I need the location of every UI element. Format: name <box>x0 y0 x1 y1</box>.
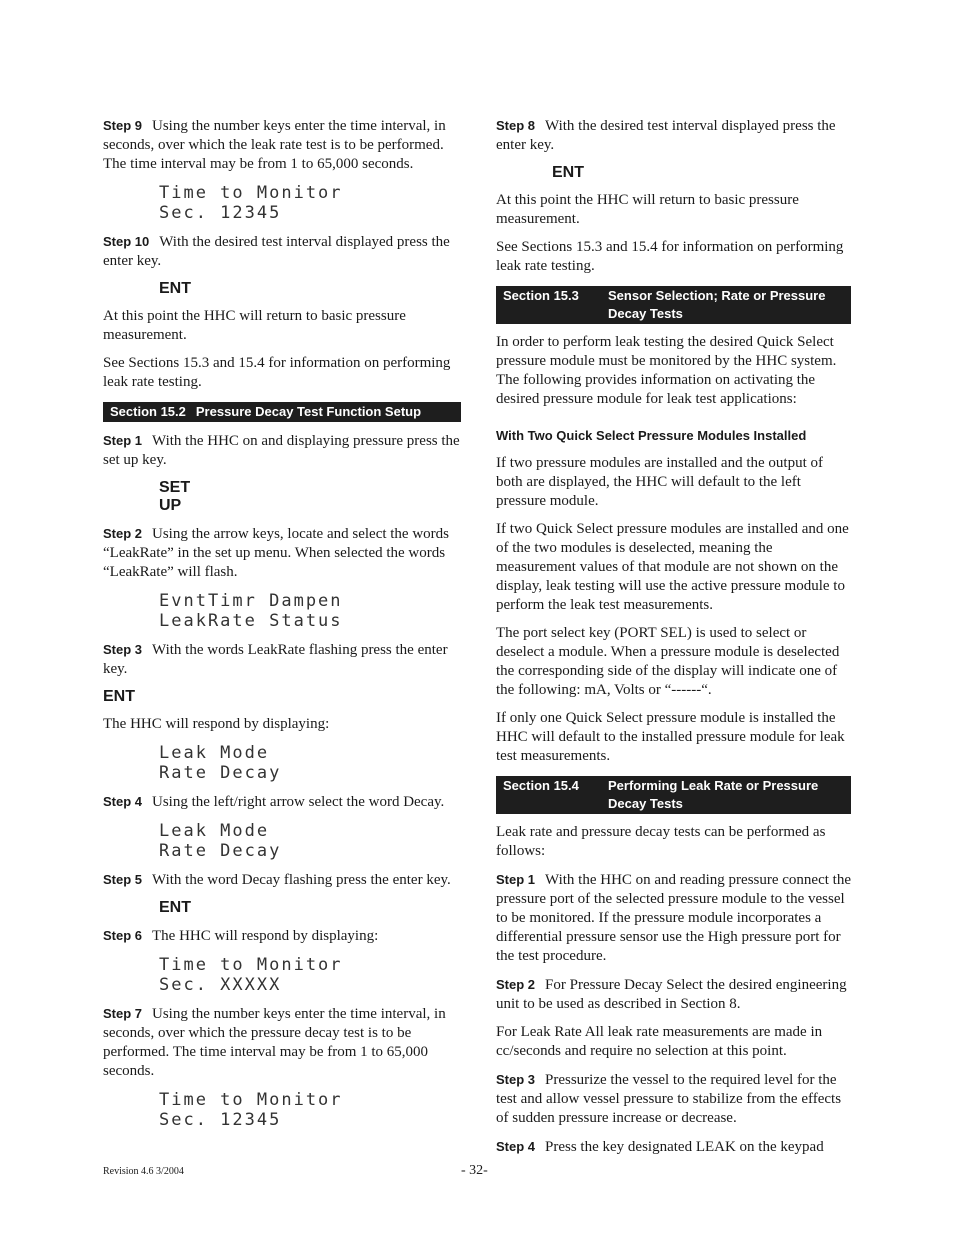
page-number: - 32- <box>461 1163 488 1178</box>
lcd-display-leak-mode: Leak Mode Rate Decay <box>159 821 282 861</box>
step-1: Step 1 With the HHC on and reading pressure connect the pressure port of the selected pressure module to the vessel to be monitored. If the pressure module incorporates a differential pressure sensor use the High pressure port for the test procedure. <box>496 872 851 964</box>
paragraph: At this point the HHC will return to basic pressure measurement. <box>103 308 406 343</box>
subheading: With Two Quick Select Pressure Modules Installed <box>496 428 807 443</box>
step-2: Step 2 Using the arrow keys, locate and select the words “LeakRate” in the set up menu. When selected the words “LeakRate” will flash. <box>103 526 450 580</box>
paragraph: See Sections 15.3 and 15.4 for information on performing leak rate testing. <box>103 355 451 390</box>
section-15-2-header: Section 15.2 Pressure Decay Test Function Setup <box>103 402 461 422</box>
step-10: Step 10 With the desired test interval displayed press the enter key. <box>103 234 450 269</box>
lcd-display-time-to-monitor: Time to Monitor Sec. 12345 <box>159 1090 343 1130</box>
step-8: Step 8 With the desired test interval displayed press the enter key. <box>496 118 836 153</box>
paragraph: See Sections 15.3 and 15.4 for information on performing leak rate testing. <box>496 239 844 274</box>
ent-key-label: ENT <box>159 899 191 916</box>
step-7: Step 7 Using the number keys enter the time interval, in seconds, over which the pressure decay test is to be performed. The time interval may be from 1 to 65,000 seconds. <box>103 1006 446 1079</box>
lcd-display-time-to-monitor: Time to Monitor Sec. XXXXX <box>159 955 343 995</box>
step-5: Step 5 With the word Decay flashing press the enter key. <box>103 872 451 888</box>
lcd-display-time-to-monitor: Time to Monitor Sec. 12345 <box>159 183 343 223</box>
left-column <box>103 114 461 1130</box>
lcd-display-leak-mode: Leak Mode Rate Decay <box>159 743 282 783</box>
lcd-display-setup-menu: EvntTimr Dampen LeakRate Status <box>159 591 343 631</box>
step-4: Step 4 Using the left/right arrow select the word Decay. <box>103 794 445 810</box>
paragraph: The port select key (PORT SEL) is used to select or deselect a module. When a pressure module is deselected the corresponding side of the display will indicate one of the following: mA, Volts or “------“. <box>496 625 840 698</box>
paragraph: The HHC will respond by displaying: <box>103 716 330 732</box>
paragraph: For Leak Rate All leak rate measurements are made in cc/seconds and require no selection at this point. <box>496 1024 823 1059</box>
revision-footer: Revision 4.6 3/2004 <box>103 1166 184 1177</box>
step-1: Step 1 With the HHC on and displaying pressure press the set up key. <box>103 433 460 468</box>
set-up-key-label: SET UP <box>159 479 191 514</box>
ent-key-label: ENT <box>552 164 584 181</box>
paragraph: In order to perform leak testing the desired Quick Select pressure module must be monitored by the HHC system. The following provides information on activating the desired pressure module for leak test applications: <box>496 334 837 407</box>
step-6: Step 6 The HHC will respond by displaying: <box>103 928 379 944</box>
section-15-3-header: Section 15.3 Sensor Selection; Rate or Pressure Decay Tests <box>496 286 851 324</box>
right-column <box>496 114 851 1157</box>
ent-key-label: ENT <box>103 688 135 705</box>
step-3: Step 3 Pressurize the vessel to the required level for the test and allow vessel pressure to stabilize from the effects of sudden pressure increase or decrease. <box>496 1072 842 1126</box>
paragraph: If only one Quick Select pressure module is installed the HHC will default to the installed pressure module for leak test measurements. <box>496 710 845 764</box>
paragraph: If two pressure modules are installed and the output of both are displayed, the HHC will default to the left pressure module. <box>496 455 823 509</box>
ent-key-label: ENT <box>159 280 191 297</box>
paragraph: If two Quick Select pressure modules are installed and one of the two modules is deselected, meaning the measurement values of that module are not shown on the display, leak testing will use the active pressure module to perform the leak test measurements. <box>496 521 849 613</box>
paragraph: At this point the HHC will return to basic pressure measurement. <box>496 192 799 227</box>
section-15-4-header: Section 15.4 Performing Leak Rate or Pressure Decay Tests <box>496 776 851 814</box>
step-3: Step 3 With the words LeakRate flashing press the enter key. <box>103 642 448 677</box>
step-2: Step 2 For Pressure Decay Select the desired engineering unit to be used as described in Section 8. <box>496 977 847 1012</box>
step-4: Step 4 Press the key designated LEAK on the keypad <box>496 1139 824 1155</box>
paragraph: Leak rate and pressure decay tests can be performed as follows: <box>496 824 826 859</box>
step-9: Step 9 Using the number keys enter the time interval, in seconds, over which the leak rate test is to be performed. The time interval may be from 1 to 65,000 seconds. <box>103 118 446 172</box>
